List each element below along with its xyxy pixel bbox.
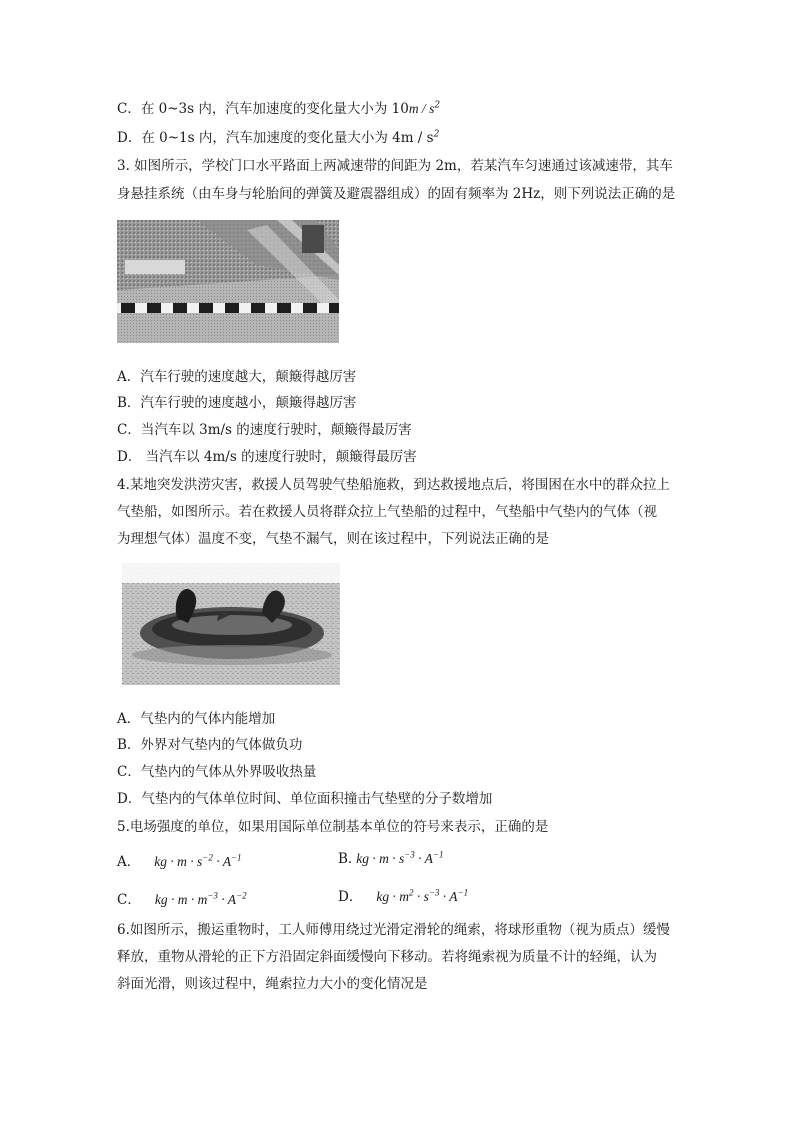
speed-bump-illustration xyxy=(117,220,339,343)
q4-option-d: D．气垫内的气体单位时间、单位面积撞击气垫壁的分子数增加 xyxy=(117,791,493,807)
q3-option-a: A．汽车行驶的速度越大，颠簸得越厉害 xyxy=(117,369,357,385)
q5-stem: 5.电场强度的单位，如果用国际单位制基本单位的符号来表示，正确的是 xyxy=(117,819,549,835)
q4-stem-line3: 为理想气体）温度不变，气垫不漏气，则在该过程中，下列说法正确的是 xyxy=(117,531,549,547)
q4-option-b: B．外界对气垫内的气体做负功 xyxy=(117,737,303,753)
q4-option-c: C．气垫内的气体从外界吸收热量 xyxy=(117,764,317,780)
q2-option-d: D．在 0~1s 内，汽车加速度的变化量大小为 $4m / s^2$ xyxy=(117,129,440,146)
q6-stem-line3: 斜面光滑，则该过程中，绳索拉力大小的变化情况是 xyxy=(117,976,428,992)
q4-stem-line2: 气垫船，如图所示。若在救援人员将群众拉上气垫船的过程中，气垫船中气垫内的气体（视 xyxy=(117,504,657,520)
q5-option-d: D． kg · $m^2 \cdot s^{-3} \cdot A^{-1}$ xyxy=(338,887,469,905)
q5-option-b: B. kg · $m \cdot s^{-3} \cdot A^{-1}$ xyxy=(338,849,444,867)
hovercraft-photo xyxy=(122,563,340,685)
q3-option-c: C．当汽车以 3m/s 的速度行驶时，颠簸得最厉害 xyxy=(117,422,412,438)
hovercraft-illustration xyxy=(122,563,340,685)
q3-stem-line1: 3. 如图所示，学校门口水平路面上两减速带的间距为 2m，若某汽车匀速通过该减速带，其车 xyxy=(117,158,673,174)
q6-stem-line2: 释放，重物从滑轮的正下方沿固定斜面缓慢向下移动。若将绳索视为质量不计的轻绳，认为 xyxy=(117,949,657,965)
speed-bump-photo xyxy=(117,220,339,343)
q5-option-c: C． kg · $m \cdot m^{-3} \cdot A^{-2}$ xyxy=(117,890,247,908)
q4-option-a: A．气垫内的气体内能增加 xyxy=(117,711,276,727)
q6-stem-line1: 6.如图所示，搬运重物时，工人师傅用绕过光滑定滑轮的绳索，将球形重物（视为质点）缓慢 xyxy=(117,922,670,938)
q3-option-b: B．汽车行驶的速度越小，颠簸得越厉害 xyxy=(117,395,357,411)
q2-option-c: C．在 0~3s 内，汽车加速度的变化量大小为 $10m / s^2$ xyxy=(117,100,441,117)
q3-option-d: D． 当汽车以 4m/s 的速度行驶时，颠簸得最厉害 xyxy=(117,449,417,465)
q3-stem-line2: 身悬挂系统（由车身与轮胎间的弹簧及避震器组成）的固有频率为 2Hz，则下列说法正确的是 xyxy=(117,186,676,202)
q4-stem-line1: 4.某地突发洪涝灾害，救援人员驾驶气垫船施救，到达救援地点后，将围困在水中的群众拉上 xyxy=(117,477,670,493)
q5-option-a: A． kg · $m \cdot s^{-2} \cdot A^{-1}$ xyxy=(117,852,242,870)
